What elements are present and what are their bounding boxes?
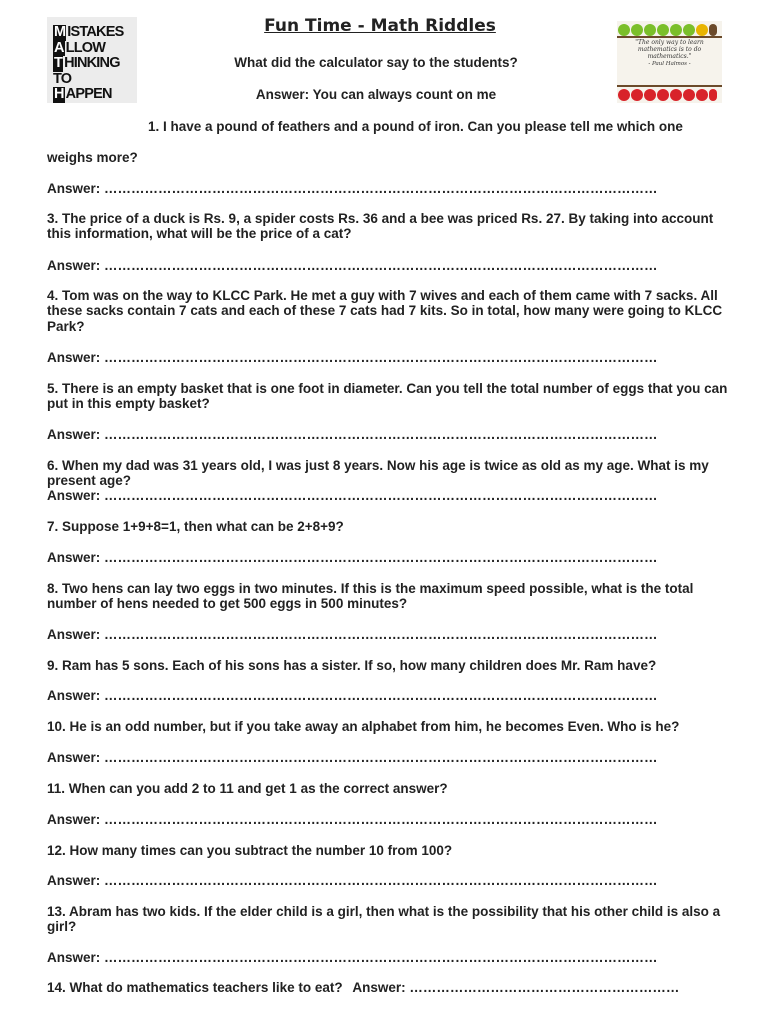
question-9: 9. Ram has 5 sons. Each of his sons has a sister. If so, how many children does Mr. Ram have? [47, 658, 657, 673]
answer-line: Answer: …………………………………………………………………………………………………………… [47, 873, 658, 888]
question-13: 13. Abram has two kids. If the elder child is a girl, then what is the possibility that his other child is also a girl? [47, 904, 721, 935]
question-10: 10. He is an odd number, but if you take away an alphabet from him, he becomes Even. Who is he? [47, 719, 680, 734]
question-6: 6. When my dad was 31 years old, I was just 8 years. Now his age is twice as old as my age. What is my present age? [47, 458, 709, 489]
answer-line: Answer: …………………………………………………………………………………………………………… [47, 627, 658, 642]
question-14 [47, 980, 737, 995]
question-1-line-2: weighs more? [47, 150, 138, 165]
answer-line: Answer: …………………………………………………………………………………………………………… [47, 812, 658, 827]
answer-line: Answer: …………………………………………………………………………………………………………… [47, 750, 658, 765]
answer-line: Answer: …………………………………………………………………………………………………………… [47, 550, 658, 565]
logo-line-rest: APPEN [65, 86, 112, 102]
answer-line: Answer: …………………………………………………………………………………………………………… [47, 488, 658, 503]
question-4: 4. Tom was on the way to KLCC Park. He met a guy with 7 wives and each of them came with 7 sacks. All these sacks contain 7 cats and each of these 7 cats had 7 kits. So in total, how many were going to KLCC Park? [47, 288, 723, 334]
riddle-answer: Answer: You can always count on me [255, 87, 497, 102]
logo-line: A LLOW [54, 39, 106, 56]
answer-line: Answer: …………………………………………………… [352, 980, 680, 995]
answer-line: Answer: …………………………………………………………………………………………………………… [47, 181, 658, 196]
page-title: Fun Time - Math Riddles [264, 16, 496, 36]
logo-line: H APPEN [54, 86, 112, 102]
answer-line: Answer: …………………………………………………………………………………………………………… [47, 688, 658, 703]
abacus-bar [617, 36, 722, 38]
answer-line: Answer: …………………………………………………………………………………………………………… [47, 427, 658, 442]
question-7: 7. Suppose 1+9+8=1, then what can be 2+8+9? [47, 519, 344, 534]
logo-line-rest: HINKING TO [53, 55, 120, 87]
question-3: 3. The price of a duck is Rs. 9, a spider costs Rs. 36 and a bee was priced Rs. 27. By taking into account this information, what will be the price of a cat? [47, 211, 714, 242]
logo-line-rest: ISTAKES [67, 24, 124, 40]
logo-line-rest: LLOW [65, 39, 106, 56]
question-5: 5. There is an empty basket that is one foot in diameter. Can you tell the total number of eggs that you can put in this empty basket? [47, 381, 728, 412]
question-14-text: 14. What do mathematics teachers like to eat? [47, 980, 347, 995]
logo-line: M ISTAKES [54, 24, 124, 40]
answer-line: Answer: …………………………………………………………………………………………………………… [47, 350, 658, 365]
quote-author: - Paul Halmos - [648, 60, 691, 67]
logo-line: T HINKING TO [53, 55, 120, 87]
quote: "The only way to learn mathematics is to do mathematics." [635, 39, 704, 61]
question-12: 12. How many times can you subtract the number 10 from 100? [47, 843, 453, 858]
answer-line: Answer: …………………………………………………………………………………………………………… [47, 950, 658, 965]
question-11: 11. When can you add 2 to 11 and get 1 as the correct answer? [47, 781, 448, 796]
question-8: 8. Two hens can lay two eggs in two minutes. If this is the maximum speed possible, what is the total number of hens needed to get 500 eggs in 500 minutes? [47, 581, 694, 612]
answer-line: Answer: …………………………………………………………………………………………………………… [47, 258, 658, 273]
question-1-line-1: 1. I have a pound of feathers and a pound of iron. Can you please tell me which one [148, 119, 683, 134]
riddle-question: What did the calculator say to the students? [234, 55, 518, 70]
